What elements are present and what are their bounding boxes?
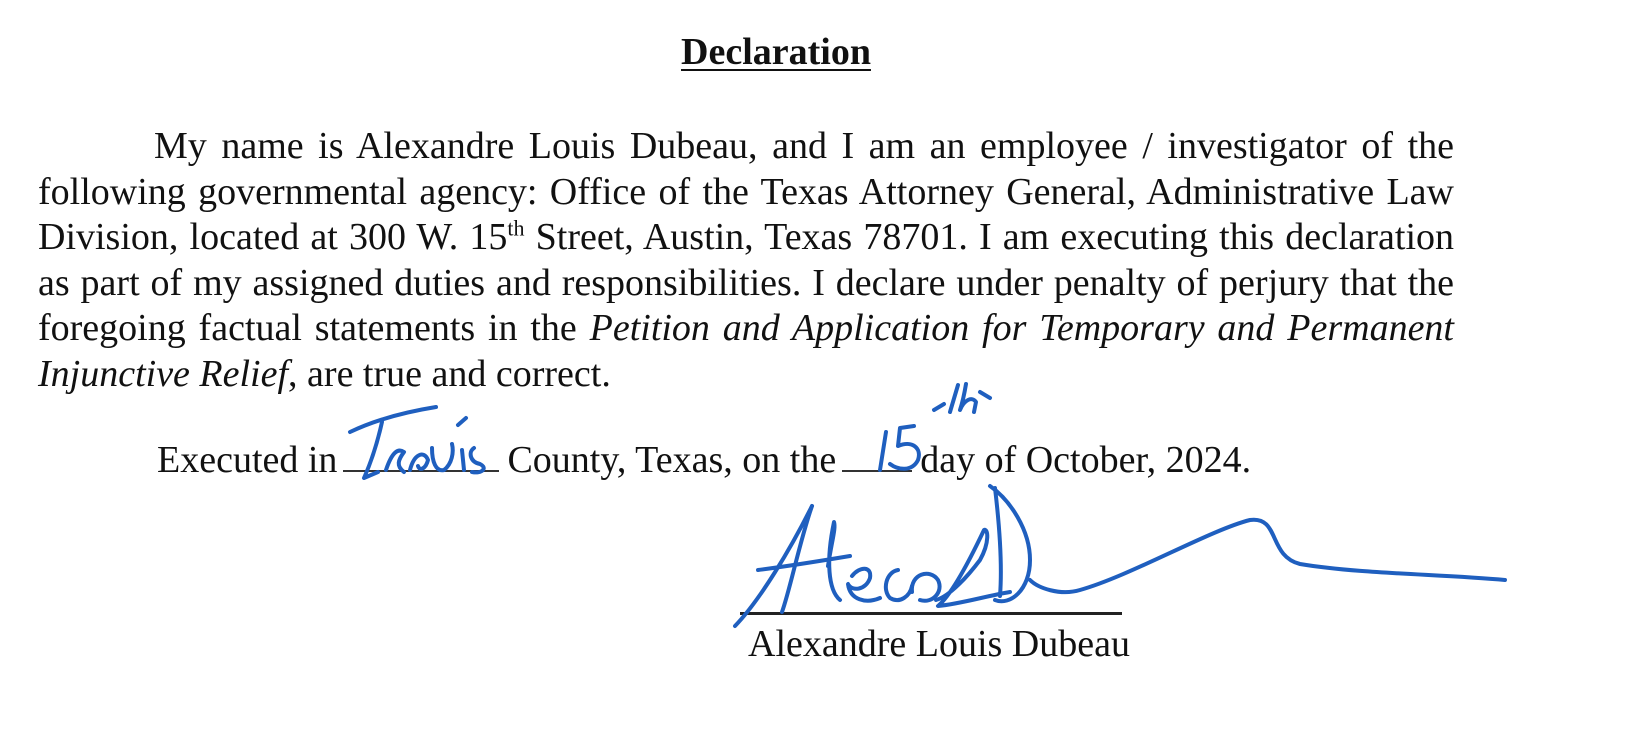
body-text-part-2: Street, Austin, Texas 78701. I am executing this declaration as part of my assigned duties and responsibilities. I declare under penalty of perjury that the foregoing factual statements in the bbox=[38, 216, 1455, 349]
body-text-part-1: My name is Alexandre Louis Dubeau, and I am an employee / investigator of the following governmental agency: Office of the Texas Attorney General, Administrative Law Division, located at 300 W. 15 bbox=[38, 125, 1454, 258]
declaration-body bbox=[38, 124, 1454, 397]
body-text-part-3: , are true and correct. bbox=[288, 352, 611, 395]
execution-line bbox=[157, 438, 1251, 482]
printed-name: Alexandre Louis Dubeau bbox=[748, 623, 1130, 665]
page-title: Declaration bbox=[681, 31, 871, 73]
executed-suffix: day of October, 2024. bbox=[920, 439, 1252, 481]
petition-title: Petition and Application for Temporary and Permanent Injunctive Relief bbox=[38, 307, 1454, 395]
executed-middle: County, Texas, on the bbox=[507, 439, 837, 481]
signature-ink bbox=[735, 486, 1505, 626]
county-blank bbox=[343, 460, 499, 472]
day-blank bbox=[842, 460, 912, 472]
ordinal-suffix: th bbox=[507, 215, 525, 241]
signature-line bbox=[740, 612, 1122, 615]
executed-prefix: Executed in bbox=[157, 439, 338, 481]
